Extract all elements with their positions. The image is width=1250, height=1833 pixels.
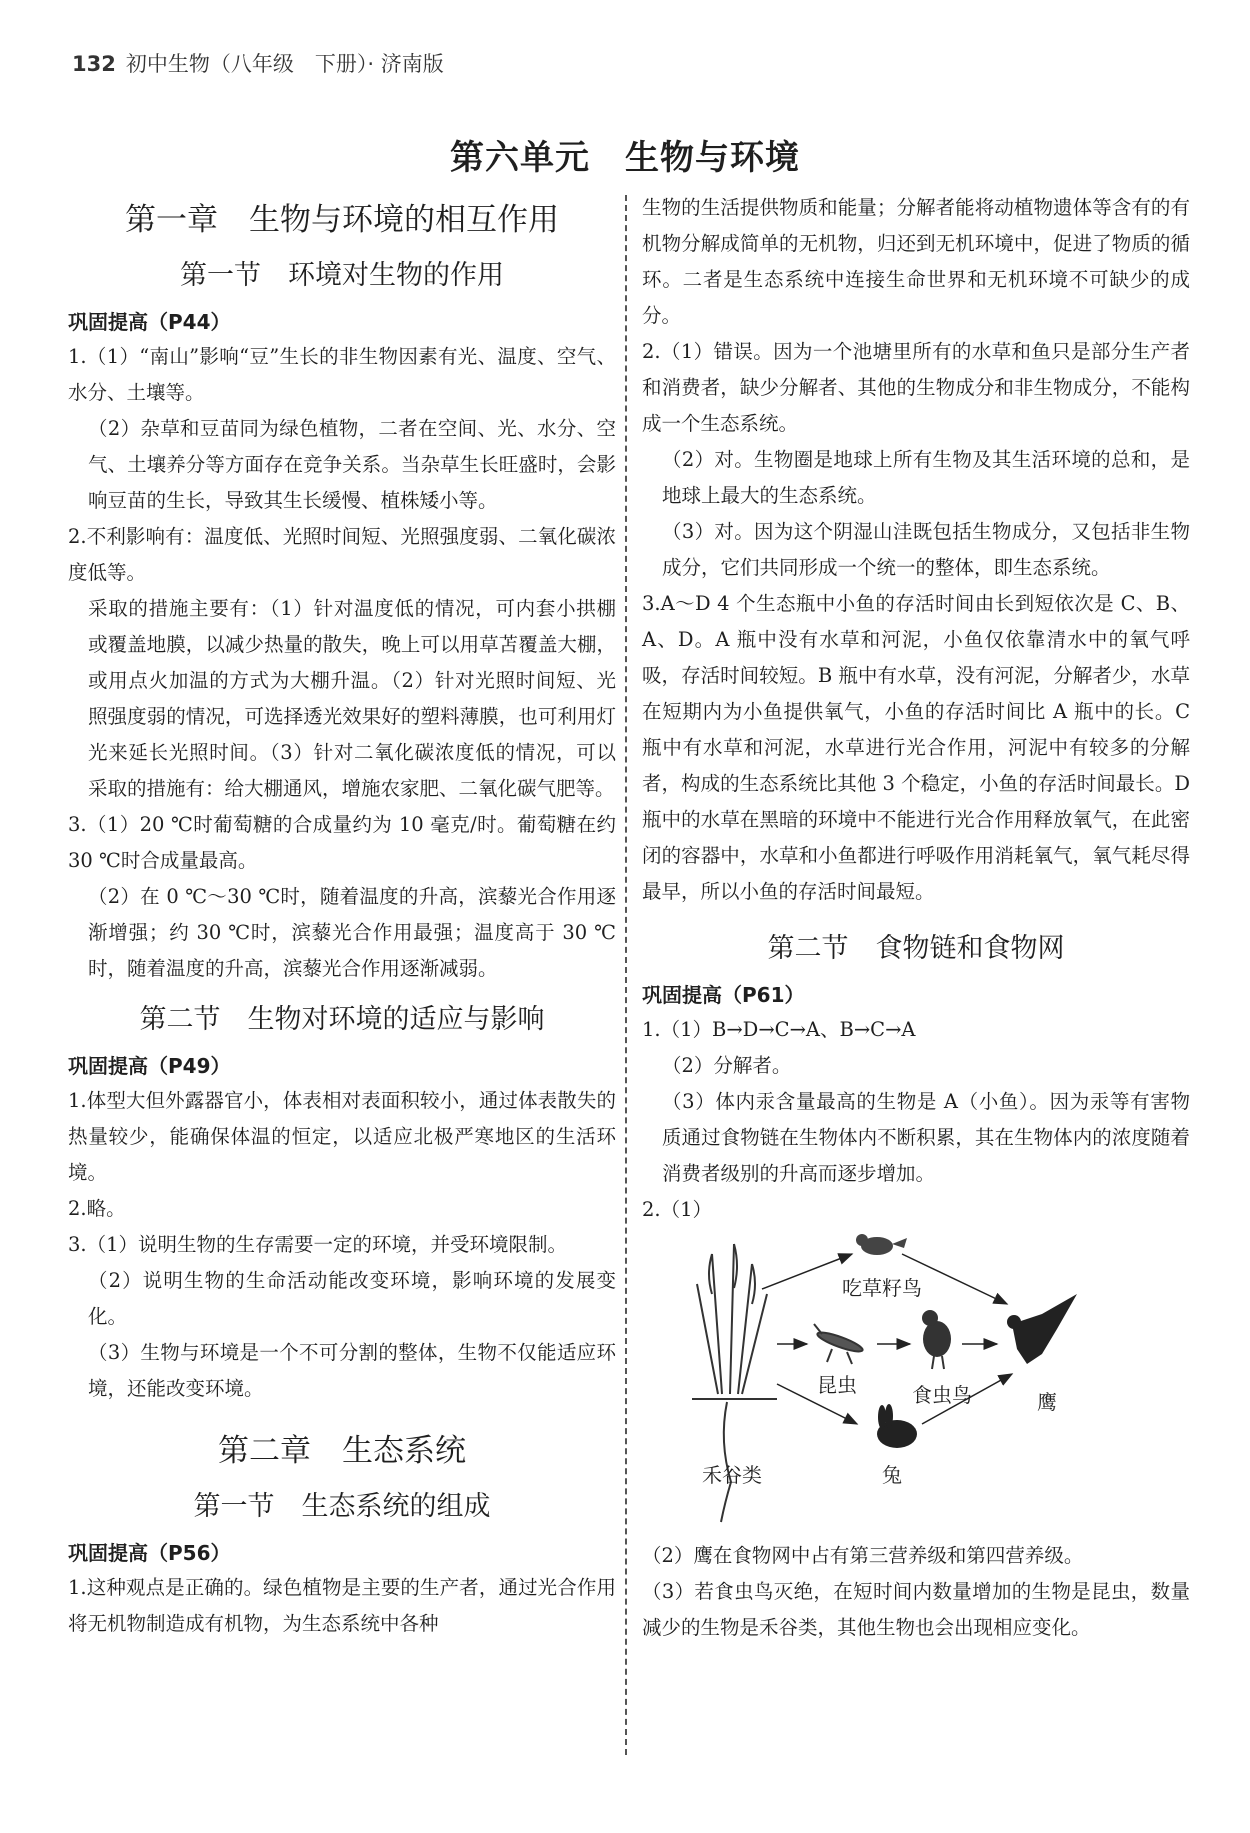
right-column xyxy=(642,190,1190,1646)
label-eagle: 鹰 xyxy=(1037,1390,1057,1414)
label-rabbit: 兔 xyxy=(882,1463,902,1487)
answer-text: 3.A～D 4 个生态瓶中小鱼的存活时间由长到短依次是 C、B、A、D。A 瓶中没有水草和河泥，小鱼仅依靠清水中的氧气呼吸，存活时间较短。B 瓶中有水草，没有河泥，分解者少，水草在短期内为小鱼提供氧气，小鱼的存活时间比 A 瓶中的长。C 瓶中有水草和河泥，水草进行光合作用，河泥中有较多的分解者，构成的生态系统比其他 3 个稳定，小鱼的存活时间最长。D 瓶中的水草在黑暗的环境中不能进行光合作用释放氧气，在此密闭的容器中，水草和小鱼都进行呼吸作用消耗氧气，氧气耗尽得最早，所以小鱼的存活时间最短。 xyxy=(642,592,1190,903)
answer-text: （3）若食虫鸟灭绝，在短时间内数量增加的生物是昆虫，数量减少的生物是禾谷类，其他生物也会出现相应变化。 xyxy=(642,1580,1190,1639)
answer-text: （2）在 0 ℃～30 ℃时，随着温度的升高，滨藜光合作用逐渐增强；约 30 ℃时，滨藜光合作用最强；温度高于 30 ℃时，随着温度的升高，滨藜光合作用逐渐减弱。 xyxy=(88,885,616,980)
answer-text: 1.体型大但外露器官小，体表相对表面积较小，通过体表散失的热量较少，能确保体温的恒定，以适应北极严寒地区的生活环境。 xyxy=(68,1089,616,1184)
answer-text: 采取的措施主要有：（1）针对温度低的情况，可内套小拱棚或覆盖地膜，以减少热量的散失，晚上可以用草苫覆盖大棚，或用点火加温的方式为大棚升温。（2）针对光照时间短、光照强度弱的情况，可选择透光效果好的塑料薄膜，也可利用灯光来延长光照时间。（3）针对二氧化碳浓度低的情况，可以采取的措施有：给大棚通风，增施农家肥、二氧化碳气肥等。 xyxy=(88,597,616,800)
answer-text: 1.（1）“南山”影响“豆”生长的非生物因素有光、温度、空气、水分、土壤等。 xyxy=(68,345,616,404)
exercise-heading: 巩固提高（P61） xyxy=(642,983,805,1007)
insect-bird-icon xyxy=(922,1310,951,1369)
chapter-1-title: 第一章 生物与环境的相互作用 xyxy=(125,202,559,238)
answer-text: （2）杂草和豆苗同为绿色植物，二者在空间、光、水分、空气、土壤养分等方面存在竞争关系。当杂草生长旺盛时，会影响豆苗的生长，导致其生长缓慢、植株矮小等。 xyxy=(88,417,616,512)
answer-text: 2.（1） xyxy=(642,1198,713,1221)
answer-text: 2.略。 xyxy=(68,1197,126,1220)
page-number: 132 xyxy=(72,52,116,76)
book-title: 初中生物（八年级 下册）· 济南版 xyxy=(125,52,444,76)
food-web-diagram xyxy=(682,1234,1190,1534)
answer-text: 2.（1）错误。因为一个池塘里所有的水草和鱼只是部分生产者和消费者，缺少分解者、其他的生物成分和非生物成分，不能构成一个生态系统。 xyxy=(642,340,1190,435)
rabbit-icon xyxy=(877,1404,917,1448)
answer-text: 1.（1）B→D→C→A、B→C→A xyxy=(642,1018,916,1041)
answer-text: （3）对。因为这个阴湿山洼既包括生物成分，又包括非生物成分，它们共同形成一个统一的整体，即生态系统。 xyxy=(662,520,1190,579)
page-header xyxy=(72,48,444,78)
answer-text: 3.（1）20 ℃时葡萄糖的合成量约为 10 毫克/时。葡萄糖在约 30 ℃时合成量最高。 xyxy=(68,813,616,872)
answer-text: 3.（1）说明生物的生存需要一定的环境，并受环境限制。 xyxy=(68,1233,568,1256)
answer-text: （3）生物与环境是一个不可分割的整体，生物不仅能适应环境，还能改变环境。 xyxy=(88,1341,616,1400)
chapter-2-title: 第二章 生态系统 xyxy=(218,1433,466,1469)
answer-text: 1.这种观点是正确的。绿色植物是主要的生产者，通过光合作用将无机物制造成有机物，为生态系统中各种 xyxy=(68,1576,616,1635)
label-seed-bird: 吃草籽鸟 xyxy=(842,1276,922,1300)
arrow xyxy=(762,1254,852,1289)
label-insect: 昆虫 xyxy=(817,1373,857,1397)
eagle-icon xyxy=(1007,1294,1077,1364)
answer-text: 2.不利影响有：温度低、光照时间短、光照强度弱、二氧化碳浓度低等。 xyxy=(68,525,616,584)
answer-text: （2）分解者。 xyxy=(662,1054,792,1077)
exercise-heading: 巩固提高（P49） xyxy=(68,1054,231,1078)
label-insect-bird: 食虫鸟 xyxy=(912,1383,972,1407)
answer-text: （2）鹰在食物网中占有第三营养级和第四营养级。 xyxy=(642,1544,1084,1567)
insect-icon xyxy=(814,1324,864,1364)
answer-text: （3）体内汞含量最高的生物是 A（小鱼）。因为汞等有害物质通过食物链在生物体内不断积累，其在生物体内的浓度随着消费者级别的升高而逐步增加。 xyxy=(662,1090,1190,1185)
section-2-title: 第二节 生物对环境的适应与影响 xyxy=(139,1004,545,1035)
answer-text: （2）说明生物的生命活动能改变环境，影响环境的发展变化。 xyxy=(88,1269,616,1328)
left-column xyxy=(68,190,616,1642)
exercise-heading: 巩固提高（P44） xyxy=(68,310,231,334)
section-title: 第二节 食物链和食物网 xyxy=(767,933,1065,964)
section-1-title: 第一节 环境对生物的作用 xyxy=(180,260,504,291)
exercise-heading: 巩固提高（P56） xyxy=(68,1541,231,1565)
unit-title: 第六单元 生物与环境 xyxy=(450,138,800,178)
section-title: 第一节 生态系统的组成 xyxy=(193,1491,491,1522)
column-divider xyxy=(625,195,627,1755)
answer-text: 生物的生活提供物质和能量；分解者能将动植物遗体等含有的有机物分解成简单的无机物，归还到无机环境中，促进了物质的循环。二者是生态系统中连接生命世界和无机环境不可缺少的成分。 xyxy=(642,196,1190,327)
seed-bird-icon xyxy=(856,1234,907,1255)
label-grain: 禾谷类 xyxy=(702,1463,762,1487)
answer-text: （2）对。生物圈是地球上所有生物及其生活环境的总和，是地球上最大的生态系统。 xyxy=(662,448,1190,507)
